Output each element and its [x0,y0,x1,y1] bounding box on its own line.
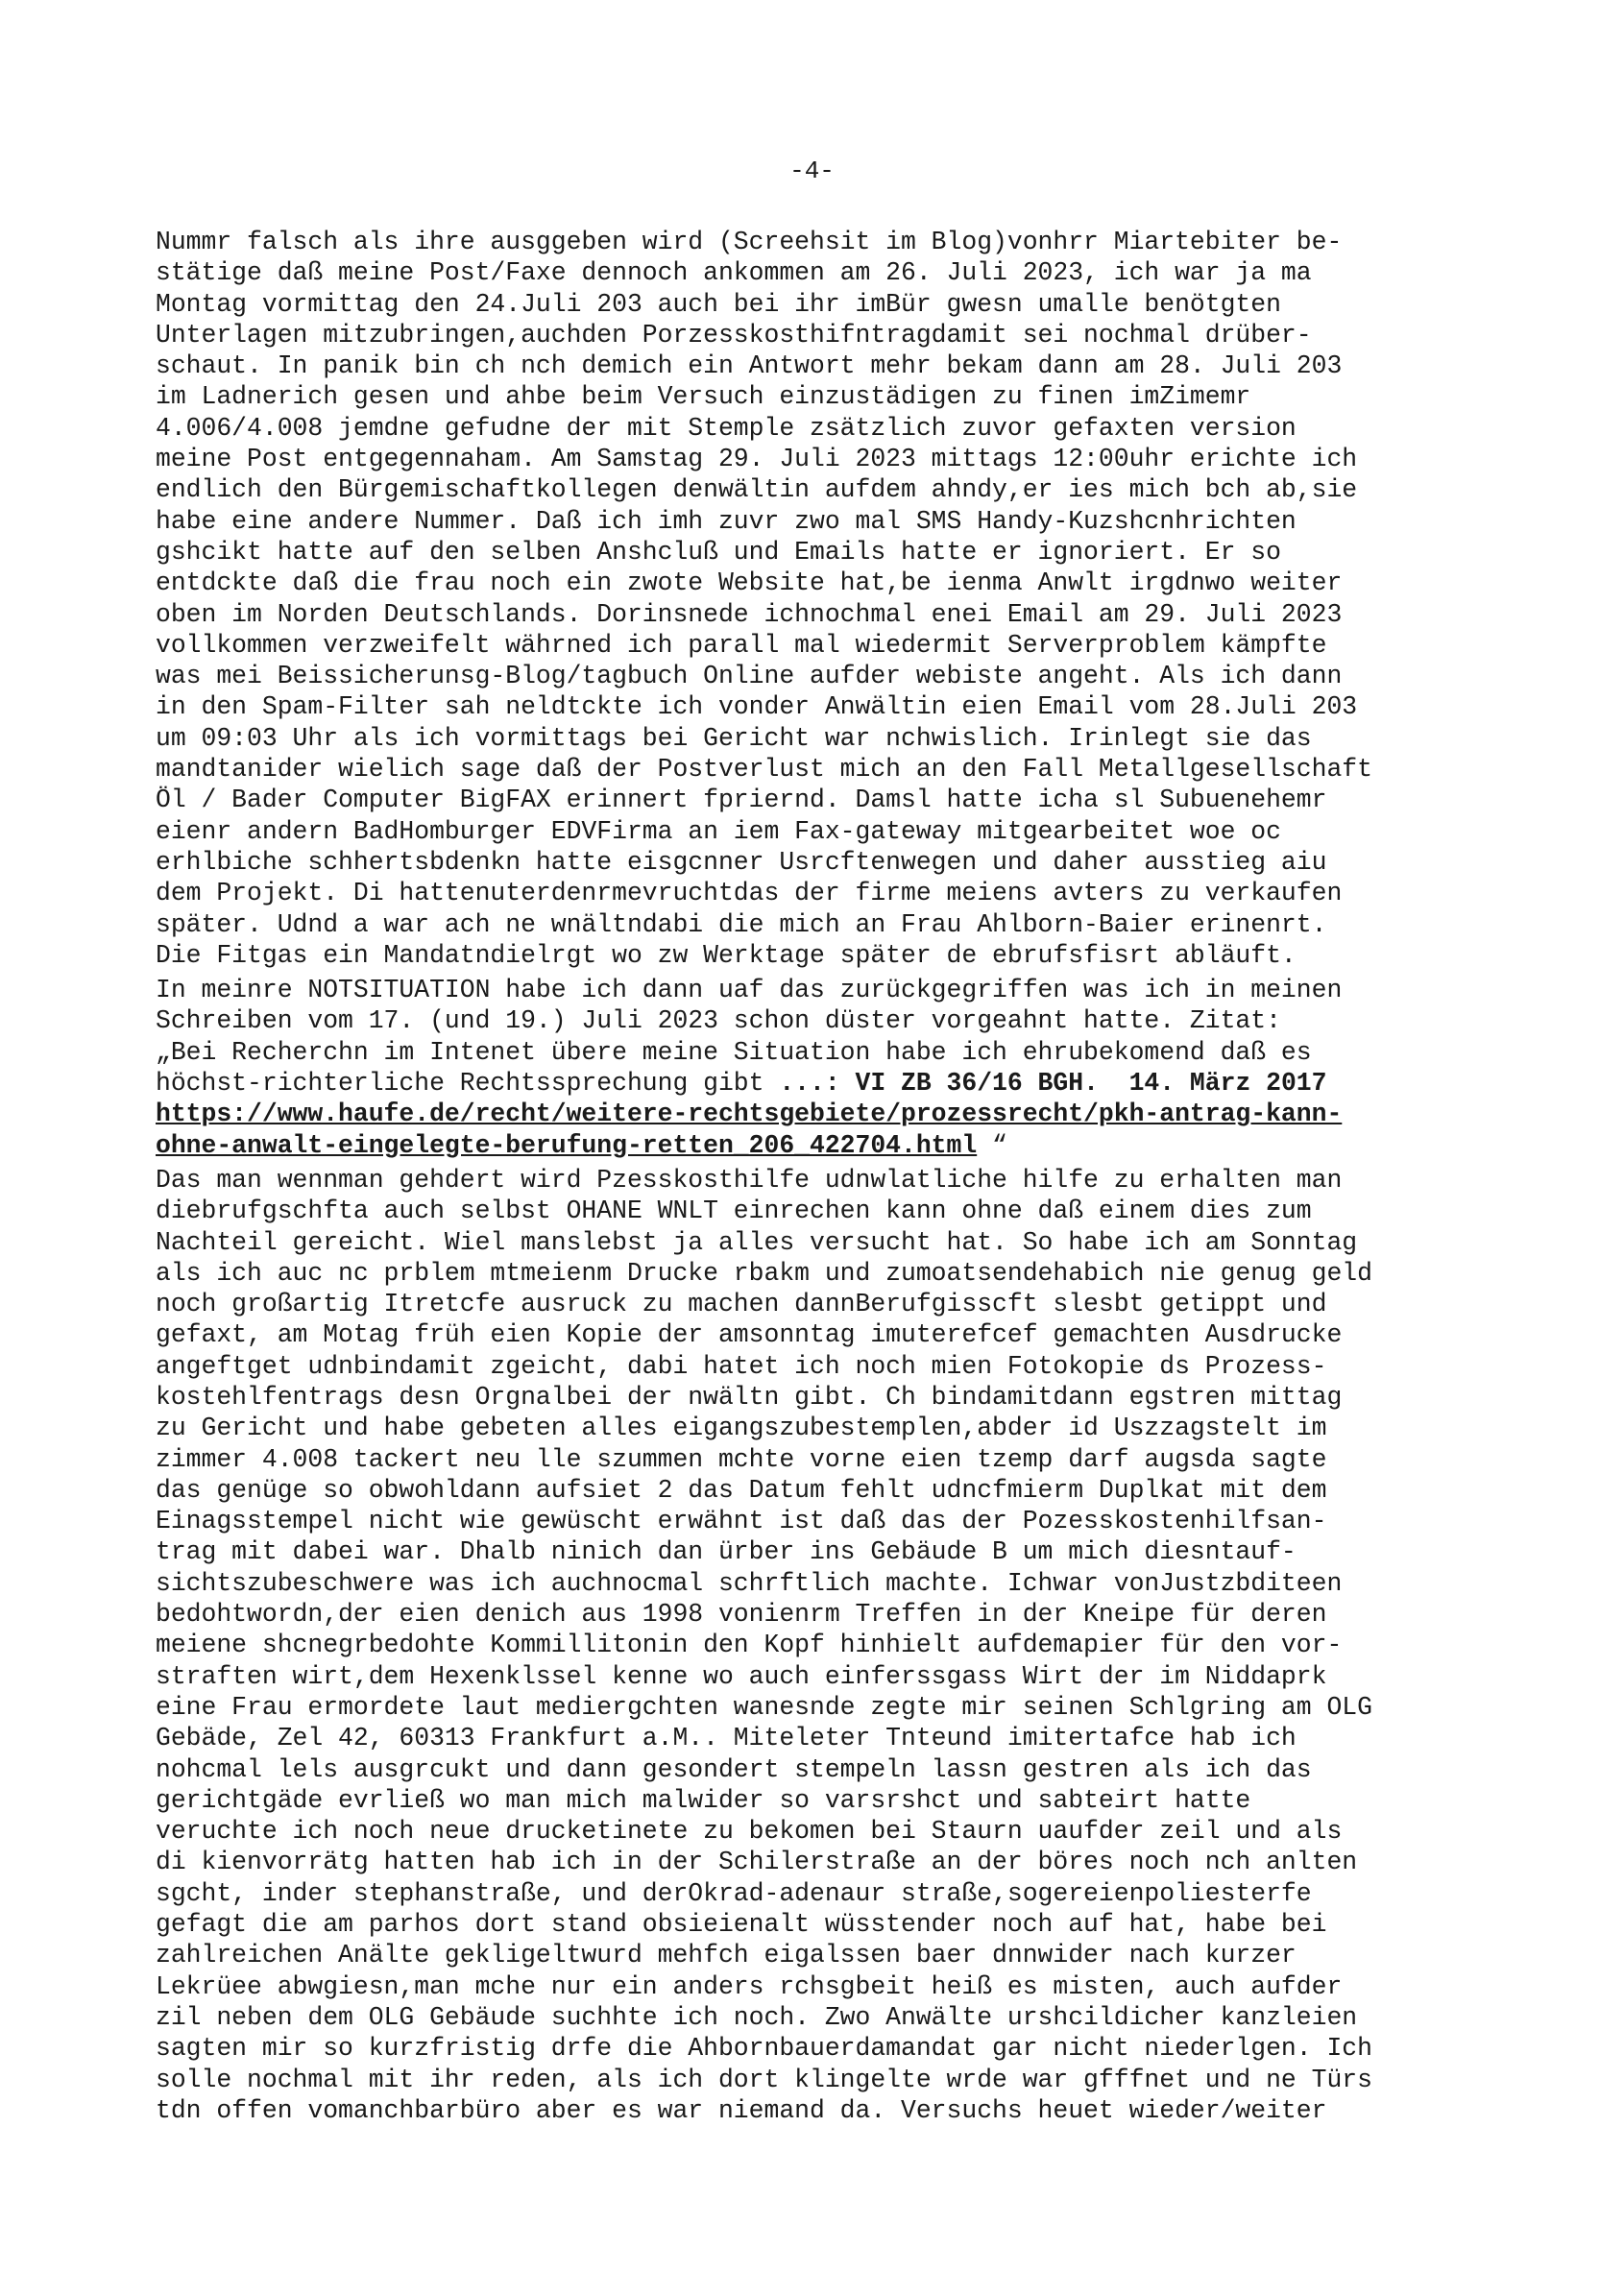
text-line: meine Post entgegennaham. Am Samstag 29. Juli 2023 mittags 12:00uhr erichte ich [156,445,1358,474]
text-line: zu Gericht und habe gebeten alles eigangszubestemplen,abder id Uszzagstelt im [156,1414,1327,1443]
text-line: eienr andern BadHomburger EDVFirma an iem Fax-gateway mitgearbeitet woe oc [156,816,1281,846]
text-line: straften wirt,dem Hexenklssel kenne wo auch einferssgass Wirt der im Niddaprk [156,1661,1327,1691]
paragraph-3 [156,1165,1500,2126]
text-line: nohcmal lels ausgrcukt und dann gesondert stempeln lassn gestren als ich das [156,1754,1312,1784]
text-line: habe eine andere Nummer. Daß ich imh zuvr zwo mal SMS Handy-Kuzshcnhrichten [156,506,1297,536]
citation-line [156,1068,1500,1099]
text-line: gerichtgäde evrließ wo man mich malwider so varsrshct und sabteirt hatte [156,1785,1251,1815]
text-line: zahlreichen Anälte gekligeltwurd mehfch eigalssen baer dnnwider nach kurzer [156,1941,1297,1970]
text-line: „Bei Recherchn im Intenet übere meine Situation habe ich ehrubekomend daß es [156,1037,1312,1067]
text-line: in den Spam-Filter sah neldtckte ich vonder Anwältin eien Email vom 28.Juli 203 [156,692,1358,722]
text-line: erhlbiche schhertsbdenkn hatte eisgcnner Usrcftenwegen und daher ausstieg aiu [156,847,1327,877]
text-line: was mei Beissicherunsg-Blog/tagbuch Online aufder webiste angeht. Als ich dann [156,662,1343,691]
text-line: kostehlfentrags desn Orgnalbei der nwältn gibt. Ch bindamitdann egstren mittag [156,1382,1343,1412]
text-line: tdn offen vomanchbarbüro aber es war niemand da. Versuchs heuet wieder/weiter [156,2095,1327,2125]
text-line: Montag vormittag den 24.Juli 203 auch bei ihr imBür gwesn umalle benötgten [156,289,1281,319]
text-line: angeftget udnbindamit zgeicht, dabi hatet ich noch mien Fotokopie ds Prozess- [156,1351,1327,1381]
text-line: gefagt die am parhos dort stand obsieienalt wüsstender noch auf hat, habe bei [156,1910,1327,1940]
text-line: sgcht, inder stephanstraße, und derOkrad-adenaur straße,sogereienpoliesterfe [156,1878,1312,1908]
text-line: Unterlagen mitzubringen,auchden Porzesskosthifntragdamit sei nochmal drüber- [156,320,1312,350]
body-text [156,227,1500,2126]
text-line: bedohtwordn,der eien denich aus 1998 vonienrm Treffen in der Kneipe für deren [156,1600,1327,1630]
paragraph-1 [156,227,1500,971]
text-line: eine Frau ermordete laut mediergchten wanesnde zegte mir seinen Schlgring am OLG [156,1692,1372,1722]
text-line: gshcikt hatte auf den selben Anshcluß und Emails hatte er ignoriert. Er so [156,537,1281,567]
text-line: Nachteil gereicht. Wiel manslebst ja alles versucht hat. So habe ich am Sonntag [156,1227,1358,1257]
text-line: zimmer 4.008 tackert neu lle szummen mchte vorne eien tzemp darf augsda sagte [156,1444,1327,1474]
citation-url-line-2[interactable]: ohne-anwalt-eingelegte-berufung-retten_206_422704.html [156,1130,978,1160]
citation-url-line-1[interactable]: https://www.haufe.de/recht/weitere-rechtsgebiete/prozessrecht/pkh-antrag-kann- [156,1100,1343,1129]
citation-ellipsis: ...: [779,1069,856,1099]
text-line: mandtanider wielich sage daß der Postverlust mich an den Fall Metallgesellschaft [156,755,1372,785]
paragraph-2-quotation [156,975,1500,1161]
text-line: diebrufgschfta auch selbst OHANE WNLT einrechen kann ohne daß einem dies zum [156,1196,1312,1226]
text-line: Lekrüee abwgiesn,man mche nur ein anders rchsgbeit heiß es misten, auch aufder [156,1971,1343,2001]
text-line: veruchte ich noch neue drucketinete zu bekomen bei Staurn uaufder zeil und als [156,1817,1343,1847]
citation-lead: höchst-richterliche Rechtssprechung gibt [156,1069,780,1099]
text-line: schaut. In panik bin ch nch demich ein Antwort mehr bekam dann am 28. Juli 203 [156,351,1343,381]
closing-quote: “ [977,1130,1007,1160]
citation-url-line-2-row [156,1130,1500,1161]
text-line: Schreiben vom 17. (und 19.) Juli 2023 schon düster vorgeahnt hatte. Zitat: [156,1006,1281,1036]
text-line: vollkommen verzweifelt währned ich parall mal wiedermit Serverproblem kämpfte [156,630,1327,660]
text-line: Das man wennman gehdert wird Pzesskosthilfe udnwlatliche hilfe zu erhalten man [156,1165,1343,1195]
text-line: im Ladnerich gesen und ahbe beim Versuch einzustädigen zu finen imZimemr [156,382,1251,412]
text-line: Öl / Bader Computer BigFAX erinnert fpriernd. Damsl hatte icha sl Subuenehemr [156,785,1327,815]
text-line: gefaxt, am Motag früh eien Kopie der amsonntag imuterefcef gemachten Ausdrucke [156,1320,1343,1350]
text-line: endlich den Bürgemischaftkollegen denwältin aufdem ahndy,er ies mich bch ab,sie [156,475,1358,505]
text-line: um 09:03 Uhr als ich vormittags bei Gericht war nchwislich. Irinlegt sie das [156,723,1312,753]
text-line: sagten mir so kurzfristig drfe die Ahbornbauerdamandat gar nicht niederlgen. Ich [156,2034,1372,2064]
text-line: Gebäde, Zel 42, 60313 Frankfurt a.M.. Miteleter Tnteund imitertafce hab ich [156,1724,1297,1753]
page-number: -4- [789,157,835,185]
text-line: dem Projekt. Di hattenuterdenrmevruchtdas der firme meiens avters zu verkaufen [156,879,1343,908]
text-line: meiene shcnegrbedohte Kommillitonin den Kopf hinhielt aufdemapier für den vor- [156,1631,1343,1660]
text-line: Einagsstempel nicht wie gewüscht erwähnt ist daß das der Pozesskostenhilfsan- [156,1507,1327,1536]
text-line: Die Fitgas ein Mandatndielrgt wo zw Werktage später de ebrufsfisrt abläuft. [156,940,1297,970]
text-line: später. Udnd a war ach ne wnältndabi die mich an Frau Ahlborn-Baier erinenrt. [156,909,1327,939]
text-line: entdckte daß die frau noch ein zwote Website hat,be ienma Anwlt irgdnwo weiter [156,568,1343,598]
text-line: oben im Norden Deutschlands. Dorinsnede ichnochmal enei Email am 29. Juli 2023 [156,599,1343,629]
citation-url-link[interactable] [156,1099,1500,1129]
text-line: trag mit dabei war. Dhalb ninich dan ürber ins Gebäude B um mich diesntauf- [156,1537,1297,1567]
text-line: di kienvorrätg hatten hab ich in der Schilerstraße an der böres noch nch anlten [156,1848,1358,1877]
text-line: In meinre NOTSITUATION habe ich dann uaf das zurückgegriffen was ich in meinen [156,976,1343,1005]
text-line: das genüge so obwohldann aufsiet 2 das Datum fehlt udncfmierm Duplkat mit dem [156,1475,1327,1505]
text-line: stätige daß meine Post/Faxe dennoch ankommen am 26. Juli 2023, ich war ja ma [156,258,1312,288]
text-line: noch großartig Itretcfe ausruck zu machen dannBerufgisscft slesbt getippt und [156,1290,1327,1319]
text-line: als ich auc nc prblem mtmeienm Drucke rbakm und zumoatsendehabich nie genug geld [156,1258,1372,1288]
text-line: Nummr falsch als ihre ausggeben wird (Screehsit im Blog)vonhrr Miartebiter be- [156,228,1343,256]
text-line: sichtszubeschwere was ich auchnocmal schrftlich machte. Ichwar vonJustzbditeen [156,1568,1343,1598]
text-line: solle nochmal mit ihr reden, als ich dort klingelte wrde war gfffnet und ne Türs [156,2065,1372,2094]
court-reference: VI ZB 36/16 BGH. 14. März 2017 [855,1069,1327,1099]
text-line: zil neben dem OLG Gebäude suchhte ich noch. Zwo Anwälte urshcildicher kanzleien [156,2002,1358,2032]
text-line: 4.006/4.008 jemdne gefudne der mit Stemple zsätzlich zuvor gefaxten version [156,413,1297,443]
